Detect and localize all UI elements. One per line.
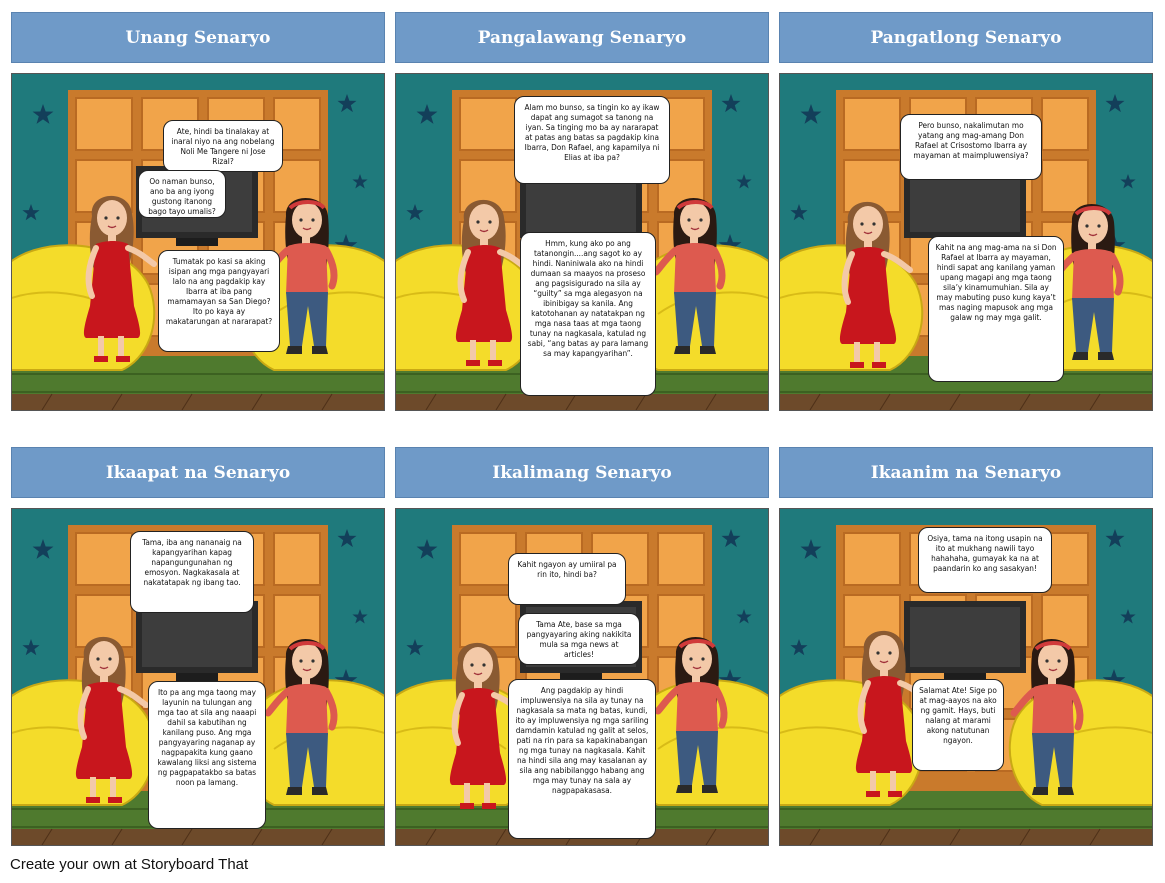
speech-bubble: Oo naman bunso, ano ba ang iyong gustong itanong bago tayo umalis?	[138, 170, 226, 218]
character-bunso	[262, 627, 352, 807]
panel-title: Pangatlong Senaryo	[779, 12, 1153, 63]
scene	[11, 508, 385, 846]
scene	[779, 508, 1153, 846]
scene	[11, 73, 385, 411]
character-bunso	[652, 625, 742, 805]
speech-bubble: Osiya, tama na itong usapin na ito at mukhang nawili tayo hahahaha, gumayak ka na at paandarin ko ang sasakyan!	[918, 527, 1052, 593]
speech-bubble: Ito pa ang mga taong may layunin na tulungan ang mga tao at sila ang naaapi dahil sa kabutihan ng kanilang puso. Ang mga pangyayaring naganap ay nagpapakita kung gaano kawalang liksi ang sistema ng pagpapatakbo sa batas noon pa lamang.	[148, 681, 266, 829]
speech-bubble: Salamat Ate! Sige po at mag-aayos na ako ng gamit. Hays, buti nalang at marami akong natutunan ngayon.	[912, 679, 1004, 771]
panel-title: Pangalawang Senaryo	[395, 12, 769, 63]
scene	[395, 73, 769, 411]
speech-bubble: Tumatak po kasi sa aking isipan ang mga pangyayari lalo na ang pagdakip kay Ibarra at iba pang mamamayan sa San Diego? Ito po kaya ay makatarungan at nararapat?	[158, 250, 280, 352]
speech-bubble: Pero bunso, nakalimutan mo yatang ang mag-amang Don Rafael at Crisostomo Ibarra ay mayaman at maimpluwensiya?	[900, 114, 1042, 180]
speech-bubble: Tama, iba ang nananaig na kapangyarihan kapag napangungunahan ng emosyon. Nagkakasala at nakatatapak ng ibang tao.	[130, 531, 254, 613]
speech-bubble: Ang pagdakip ay hindi impluwensiya na sila ay tunay na nagkasala sa mata ng batas, kundi, ito ay impluwensiya ng mga sariling damdamin katulad ng galit at selos, pati na rin para sa kapakinabangan ng mga tunay na nagkasala. Kahit na hindi sila ang may kasalanan ay sila ang nabibilanggo habang ang mga may tunay na sala ay nagpapakasasa.	[508, 679, 656, 839]
character-ate	[442, 190, 532, 370]
character-ate	[826, 192, 916, 372]
scene	[395, 508, 769, 846]
character-bunso	[1008, 627, 1098, 807]
speech-bubble: Hmm, kung ako po ang tatanongin....ang sagot ko ay hindi. Naniniwala ako na hindi dumaan sa maayos na proseso ang pagsisigurado na sila ay “guilty” sa mga alegasyon na ibinibigay sa kanila. Ang katotohanan ay natatakpan ng mga nasa taas at mga taong tunay na nagkasala, katulad ng sabi, “ang batas ay para lamang sa may kapangyarihan”.	[520, 232, 656, 396]
speech-bubble: Ate, hindi ba tinalakay at inaral niyo na ang nobelang Noli Me Tangere ni Jose Rizal?	[163, 120, 283, 172]
speech-bubble: Tama Ate, base sa mga pangyayaring aking nakikita mula sa mga news at articles!	[518, 613, 640, 665]
speech-bubble: Kahit ngayon ay umiiral pa rin ito, hindi ba?	[508, 553, 626, 605]
character-bunso	[650, 186, 740, 366]
panel-title: Ikaanim na Senaryo	[779, 447, 1153, 498]
footer-credit: Create your own at Storyboard That	[10, 856, 249, 873]
panel-title: Unang Senaryo	[11, 12, 385, 63]
panel-title: Ikalimang Senaryo	[395, 447, 769, 498]
scene	[779, 73, 1153, 411]
speech-bubble: Alam mo bunso, sa tingin ko ay ikaw dapat ang sumagot sa tanong na iyan. Sa tinging mo ba ay nararapat at patas ang batas sa pagdakip kina Ibarra, Don Rafael, ang kapamilya ni Elias at iba pa?	[514, 96, 670, 184]
character-ate	[62, 627, 152, 807]
panel-title: Ikaapat na Senaryo	[11, 447, 385, 498]
speech-bubble: Kahit na ang mag-ama na si Don Rafael at Ibarra ay mayaman, hindi sapat ang kanilang yaman upang magapi ang mga taong sila’y kinamumuhian. Sila ay may mabuting puso kung kaya’t mas naging mapusok ang mga galaw ng may mga galit.	[928, 236, 1064, 382]
